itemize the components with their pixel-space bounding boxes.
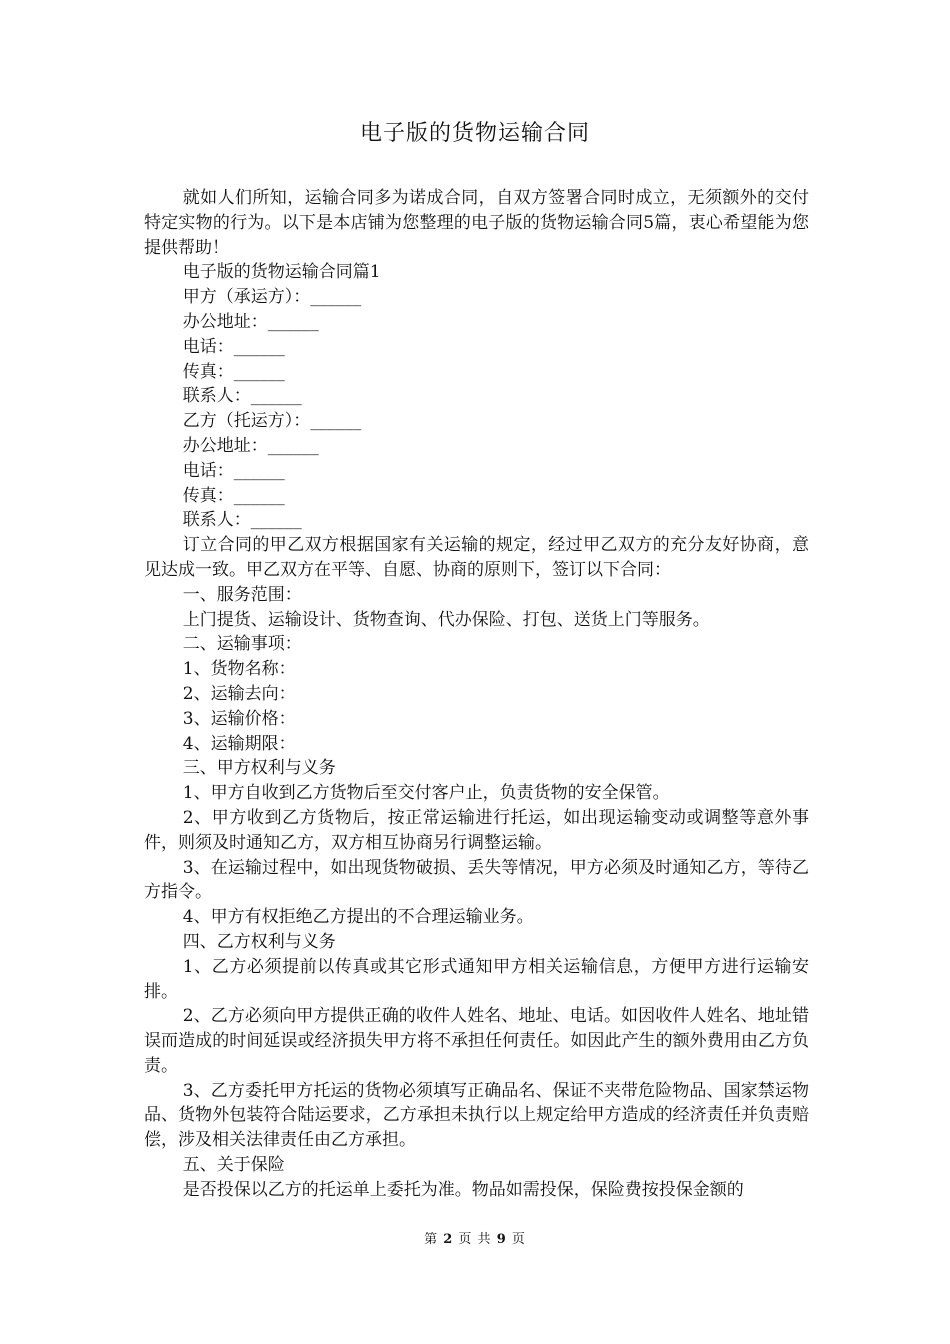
footer-suffix: 页 bbox=[511, 1232, 526, 1247]
paragraph: 1、乙方必须提前以传真或其它形式通知甲方相关运输信息，方便甲方进行运输安排。 bbox=[144, 956, 809, 1002]
paragraph: 上门提货、运输设计、货物查询、代办保险、打包、送货上门等服务。 bbox=[182, 609, 710, 630]
paragraph: 甲方（承运方）：______ bbox=[182, 287, 362, 308]
page-footer bbox=[0, 1230, 950, 1250]
paragraph: 电话：______ bbox=[182, 460, 285, 481]
paragraph: 联系人：______ bbox=[182, 386, 302, 407]
paragraph: 2、运输去向： bbox=[182, 683, 296, 704]
paragraph: 电子版的货物运输合同篇1 bbox=[182, 262, 381, 283]
paragraph: 4、甲方有权拒绝乙方提出的不合理运输业务。 bbox=[182, 907, 534, 928]
document-body bbox=[144, 186, 809, 1203]
paragraph: 1、甲方自收到乙方货物后至交付客户止，负责货物的安全保管。 bbox=[182, 783, 670, 804]
paragraph: 四、乙方权利与义务 bbox=[182, 931, 336, 952]
paragraph: 五、关于保险 bbox=[182, 1155, 285, 1176]
document-title: 电子版的货物运输合同 bbox=[359, 121, 590, 146]
paragraph: 三、甲方权利与义务 bbox=[182, 758, 336, 779]
total-pages-number: 9 bbox=[496, 1232, 507, 1247]
paragraph: 2、乙方必须向甲方提供正确的收件人姓名、地址、电话。如因收件人姓名、地址错误而造成的时间延误或经济损失甲方将不承担任何责任。如因此产生的额外费用由乙方负责。 bbox=[144, 1006, 809, 1076]
paragraph: 3、乙方委托甲方托运的货物必须填写正确品名、保证不夹带危险物品、国家禁运物品、货物外包装符合陆运要求，乙方承担未执行以上规定给甲方造成的经济责任并负责赔偿，涉及相关法律责任由乙方承担。 bbox=[144, 1080, 809, 1151]
paragraph: 电话：______ bbox=[182, 336, 285, 357]
paragraph: 是否投保以乙方的托运单上委托为准。物品如需投保，保险费按投保金额的 bbox=[182, 1179, 744, 1200]
paragraph: 二、运输事项： bbox=[182, 634, 302, 655]
paragraph: 就如人们所知，运输合同多为诺成合同，自双方签署合同时成立，无须额外的交付特定实物的行为。以下是本店铺为您整理的电子版的货物运输合同5篇，衷心希望能为您提供帮助！ bbox=[144, 188, 809, 258]
footer-middle: 页 共 bbox=[458, 1232, 492, 1247]
paragraph: 3、运输价格： bbox=[182, 708, 296, 729]
paragraph: 订立合同的甲乙双方根据国家有关运输的规定，经过甲乙双方的充分友好协商，意见达成一致。甲乙双方在平等、自愿、协商的原则下，签订以下合同： bbox=[144, 535, 809, 580]
paragraph: 办公地址：______ bbox=[182, 311, 319, 332]
paragraph: 办公地址：______ bbox=[182, 435, 319, 456]
paragraph: 一、服务范围： bbox=[182, 584, 302, 605]
current-page-number: 2 bbox=[443, 1232, 454, 1247]
paragraph: 传真：______ bbox=[182, 361, 285, 382]
paragraph: 联系人：______ bbox=[182, 510, 302, 531]
paragraph: 4、运输期限： bbox=[182, 733, 296, 754]
paragraph: 2、甲方收到乙方货物后，按正常运输进行托运，如出现运输变动或调整等意外事件，则须及时通知乙方，双方相互协商另行调整运输。 bbox=[144, 807, 809, 853]
paragraph: 3、在运输过程中，如出现货物破损、丢失等情况，甲方必须及时通知乙方，等待乙方指令。 bbox=[144, 857, 809, 903]
paragraph: 1、货物名称： bbox=[182, 659, 296, 680]
paragraph: 乙方（托运方）：______ bbox=[182, 411, 362, 432]
paragraph: 传真：______ bbox=[182, 485, 285, 506]
footer-prefix: 第 bbox=[424, 1232, 439, 1247]
